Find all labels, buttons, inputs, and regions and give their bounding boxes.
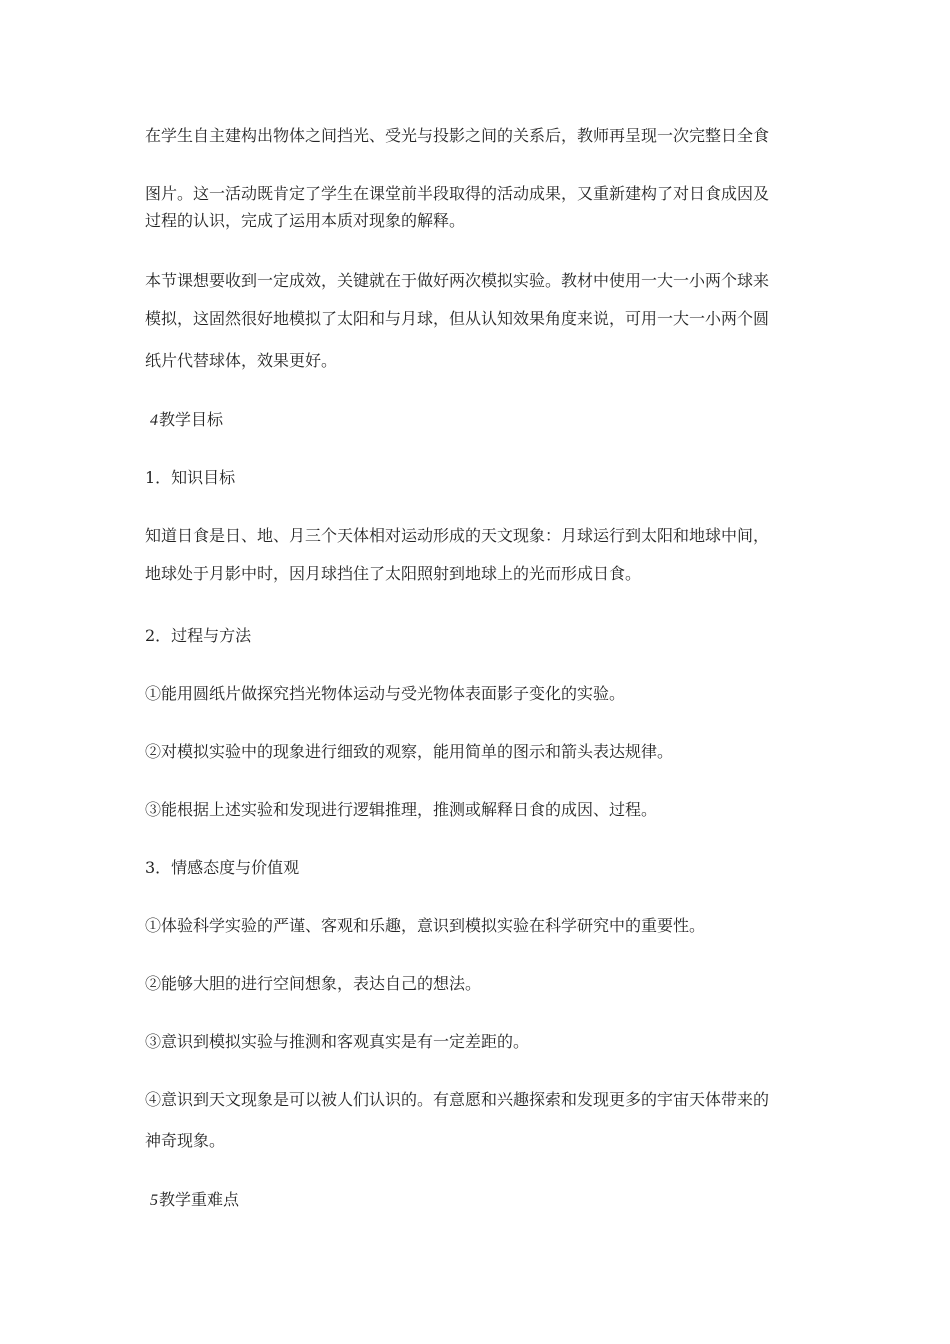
list-item: 神奇现象。 xyxy=(145,1131,226,1150)
subsection-heading: 2．过程与方法 xyxy=(145,626,252,645)
section-number: 4 xyxy=(150,412,158,429)
section-number: 5 xyxy=(150,1192,158,1209)
list-item: ①能用圆纸片做探究挡光物体运动与受光物体表面影子变化的实验。 xyxy=(145,684,626,703)
list-item: ③意识到模拟实验与推测和客观真实是有一定差距的。 xyxy=(145,1032,530,1051)
section-heading-4 xyxy=(150,409,223,432)
paragraph-line: 在学生自主建构出物体之间挡光、受光与投影之间的关系后，教师再呈现一次完整日全食 xyxy=(145,126,770,145)
subsection-heading: 1．知识目标 xyxy=(145,468,236,487)
paragraph-line: 本节课想要收到一定成效，关键就在于做好两次模拟实验。教材中使用一大一小两个球来 xyxy=(145,271,770,290)
list-item: ②对模拟实验中的现象进行细致的观察，能用简单的图示和箭头表达规律。 xyxy=(145,742,674,761)
list-item: ③能根据上述实验和发现进行逻辑推理，推测或解释日食的成因、过程。 xyxy=(145,800,658,819)
paragraph-line: 地球处于月影中时，因月球挡住了太阳照射到地球上的光而形成日食。 xyxy=(145,564,642,583)
paragraph-line: 图片。这一活动既肯定了学生在课堂前半段取得的活动成果，又重新建构了对日食成因及 xyxy=(145,184,770,203)
section-heading-5 xyxy=(150,1189,239,1212)
paragraph-line: 过程的认识，完成了运用本质对现象的解释。 xyxy=(145,211,466,230)
list-item: ④意识到天文现象是可以被人们认识的。有意愿和兴趣探索和发现更多的宇宙天体带来的 xyxy=(145,1090,770,1109)
list-item: ②能够大胆的进行空间想象，表达自己的想法。 xyxy=(145,974,482,993)
paragraph-line: 纸片代替球体，效果更好。 xyxy=(145,351,338,370)
section-title: 教学目标 xyxy=(159,410,224,429)
list-item: ①体验科学实验的严谨、客观和乐趣，意识到模拟实验在科学研究中的重要性。 xyxy=(145,916,706,935)
paragraph-line: 知道日食是日、地、月三个天体相对运动形成的天文现象：月球运行到太阳和地球中间， xyxy=(145,526,770,545)
subsection-heading: 3．情感态度与价值观 xyxy=(145,858,300,877)
paragraph-line: 模拟，这固然很好地模拟了太阳和与月球，但从认知效果角度来说，可用一大一小两个圆 xyxy=(145,309,770,328)
section-title: 教学重难点 xyxy=(159,1190,240,1209)
